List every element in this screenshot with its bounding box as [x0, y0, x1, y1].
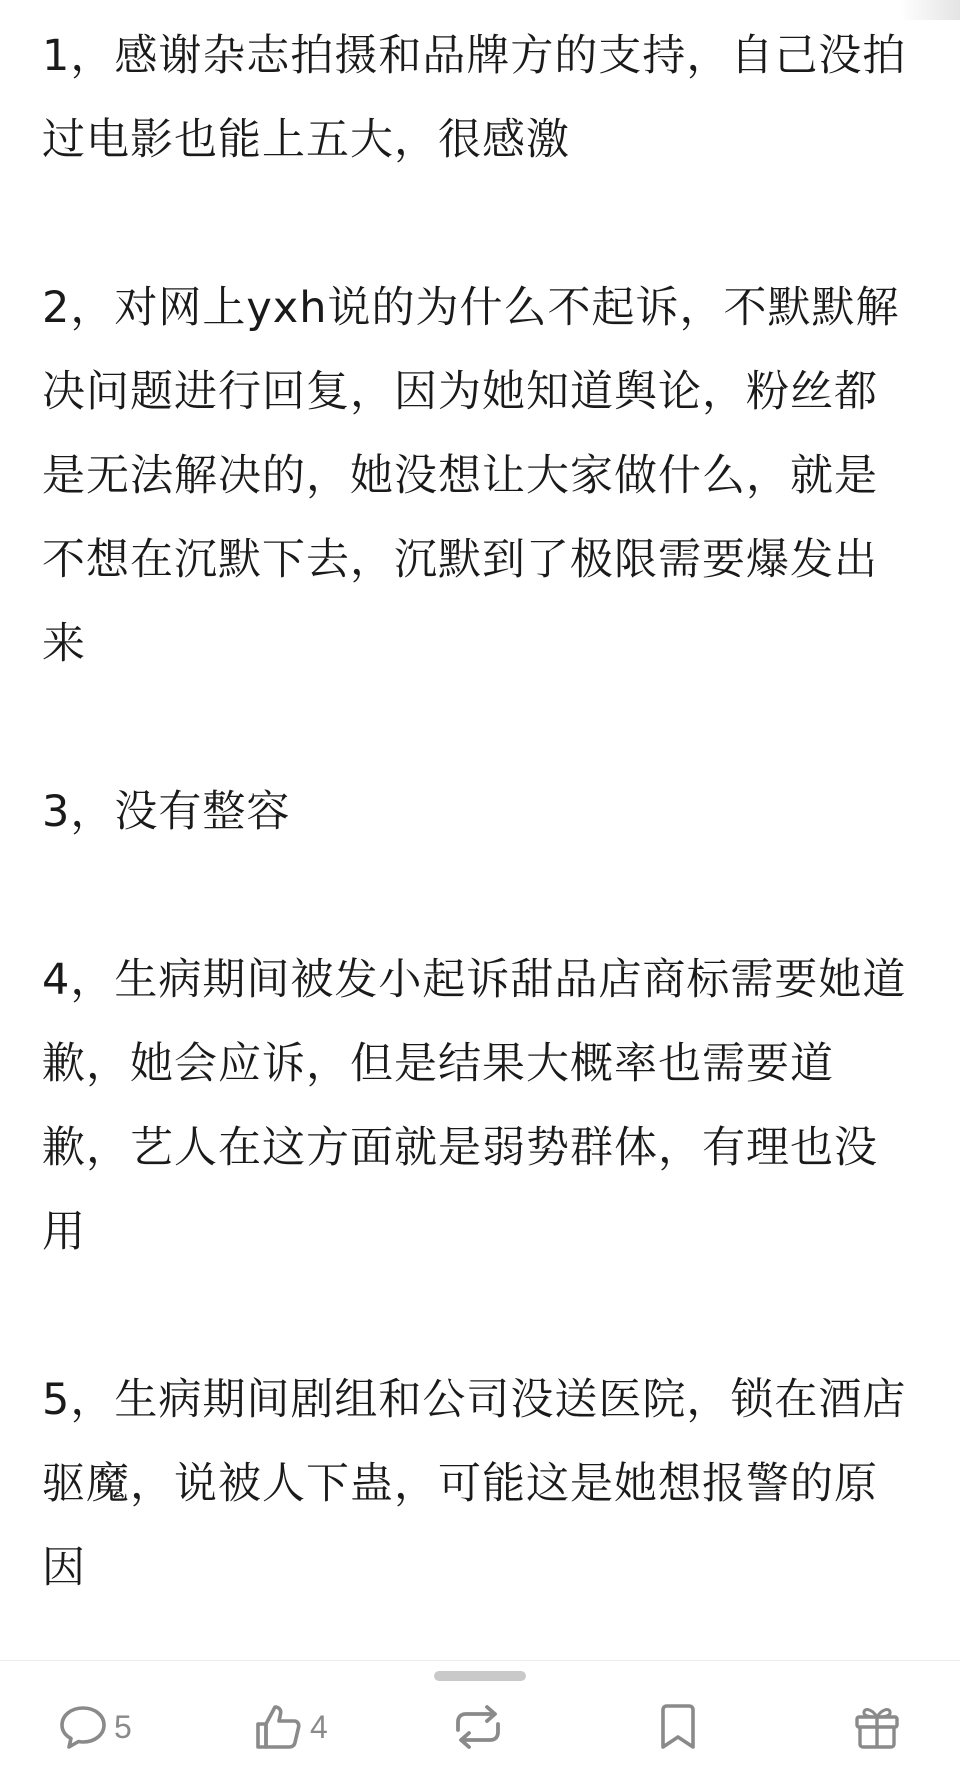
- comment-count: 5: [114, 1708, 132, 1745]
- bookmark-icon: [655, 1700, 701, 1754]
- comment-icon: [56, 1700, 110, 1754]
- like-button[interactable]: [252, 1697, 328, 1757]
- gift-button[interactable]: [851, 1697, 903, 1757]
- thumbs-up-icon: [252, 1700, 306, 1754]
- comment-button[interactable]: [56, 1697, 132, 1757]
- post-body: [42, 14, 918, 1610]
- drag-handle[interactable]: [434, 1671, 526, 1681]
- repost-button[interactable]: [450, 1697, 506, 1757]
- paragraph-1: 1，感谢杂志拍摄和品牌方的支持，自己没拍过电影也能上五大，很感激: [42, 31, 907, 165]
- paragraph-5: 5，生病期间剧组和公司没送医院，锁在酒店驱魔，说被人下蛊，可能这是她想报警的原因: [42, 1375, 907, 1593]
- like-count: 4: [310, 1708, 328, 1745]
- paragraph-3: 3，没有整容: [42, 787, 291, 837]
- paragraph-4: 4，生病期间被发小起诉甜品店商标需要她道歉，她会应诉，但是结果大概率也需要道歉，艺人在这方面就是弱势群体，有理也没用: [42, 955, 907, 1257]
- repost-icon: [450, 1700, 506, 1754]
- bottom-action-bar: [0, 1660, 960, 1780]
- paragraph-2: 2，对网上yxh说的为什么不起诉，不默默解决问题进行回复，因为她知道舆论，粉丝都是无法解决的，她没想让大家做什么，就是不想在沉默下去，沉默到了极限需要爆发出来: [42, 283, 900, 669]
- favorite-button[interactable]: [655, 1697, 701, 1757]
- gift-icon: [851, 1700, 903, 1754]
